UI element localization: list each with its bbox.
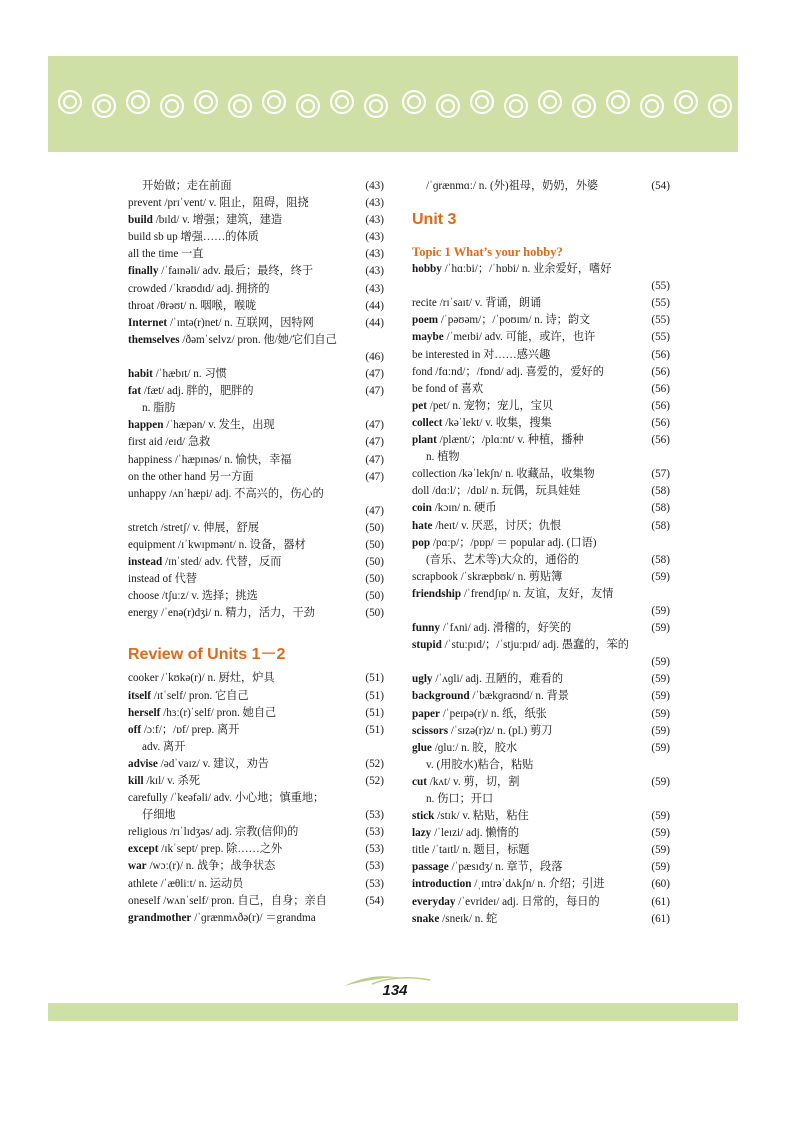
vocab-entry [412,178,670,195]
vocab-page-ref: (58) [651,502,670,515]
vocab-page-ref: (59) [651,707,670,720]
vocab-entry [128,554,384,571]
banner-circle-icon [504,94,528,118]
vocab-entry [128,486,384,520]
vocab-headword: snake [412,912,440,925]
vocab-definition: /wɔː(r)/ n. 战争；战争状态 [146,860,276,873]
vocab-entry [128,722,384,739]
vocab-entry [128,739,384,756]
banner-circle-icon [402,90,426,114]
vocab-entry [128,400,384,417]
vocab-headword: habit [128,368,153,381]
banner-circle-icon [92,94,116,118]
vocab-page-ref: (54) [651,180,670,192]
vocab-entry [128,469,384,486]
vocab-definition: /kʌt/ v. 剪，切，割 [426,775,520,788]
vocab-headword: ugly [412,673,433,686]
vocab-headword: themselves [128,333,180,346]
vocab-headword: passage [412,861,449,874]
vocab-page-ref: (59) [651,844,670,857]
vocab-definition: /ˈpeɪpə(r)/ n. 纸，纸张 [439,707,547,720]
vocab-entry [412,261,670,295]
vocab-page-ref: (43) [365,214,384,227]
vocab-page-ref: (57) [651,468,670,481]
vocab-page-ref: (53) [365,860,384,873]
vocab-entry [128,756,384,773]
vocab-page-ref: (51) [365,689,384,702]
vocab-entry [128,298,384,315]
vocab-entry [412,329,670,346]
vocab-definition: /ˈstuːpɪd/；/ˈstjuːpɪd/ adj. 愚蠢的，笨的 [441,639,629,652]
vocab-definition: /ˈɡrænmɑː/ n. (外)祖母，奶奶，外婆 [426,180,599,192]
vocab-headword: itself [128,689,151,702]
vocab-definition: /ˈevrideɪ/ adj. 日常的，每日的 [455,895,600,908]
vocab-definition: throat /θrəʊt/ n. 咽喉，喉咙 [128,299,257,312]
vocab-page-ref: (56) [651,382,670,395]
vocab-entry [412,723,670,740]
vocab-headword: happen [128,419,164,432]
vocab-entry [128,893,384,910]
vocab-entry [128,876,384,893]
vocab-headword: kill [128,775,144,787]
vocab-entry [412,466,670,483]
review-section-title: Review of Units 1－2 [128,646,286,664]
banner-circle-icon [572,94,596,118]
right-column [412,178,670,928]
vocab-headword: off [128,723,142,736]
vocab-page-ref: (47) [365,470,384,483]
vocab-definition: /ˈfrendʃɪp/ n. 友谊，友好，友情 [461,587,614,600]
vocab-definition: recite /rɪˈsaɪt/ v. 背诵，朗诵 [412,297,542,310]
vocab-page-ref: (44) [365,316,384,329]
vocab-definition: /fæt/ adj. 胖的，肥胖的 [141,385,254,398]
vocab-headword: introduction [412,878,472,891]
vocab-entry [128,705,384,722]
vocab-headword: hate [412,519,433,532]
vocab-entry [412,449,670,466]
vocab-entry [128,383,384,400]
vocab-definition: /ˈsɪzə(r)z/ n. (pl.) 剪刀 [448,724,553,737]
vocab-entry [412,825,670,842]
vocab-definition: /ˈhɑːbi/；/ˈhɒbi/ n. 业余爱好，嗜好 [441,263,612,276]
banner-circle-icon [470,90,494,114]
vocab-headword: scissors [412,724,449,737]
vocab-page-ref: (43) [365,231,384,244]
vocab-headword: except [128,843,159,856]
vocab-definition: /ˌɪntrəˈdʌkʃn/ n. 介绍；引进 [471,878,605,891]
vocab-entry [412,483,670,500]
vocab-headword: grandmother [128,911,192,924]
vocab-entry [412,364,670,381]
vocab-definition: /ɡluː/ n. 胶，胶水 [431,741,518,754]
vocab-definition: v. (用胶水)粘合，粘贴 [426,758,534,771]
banner-circles [58,86,730,116]
vocab-entry [128,452,384,469]
vocab-definition: /bɪld/ v. 增强；建筑，建造 [152,214,283,227]
vocab-definition: be interested in 对……感兴趣 [412,348,551,361]
vocab-page-ref: (58) [651,553,670,566]
vocab-entry [412,842,670,859]
vocab-definition: n. 植物 [426,451,460,464]
vocab-entry [128,790,384,807]
vocab-definition: choose /tʃuːz/ v. 选择；挑选 [128,590,258,603]
vocab-page-ref: (55) [651,314,670,327]
vocab-definition: carefully /ˈkeəfəli/ adv. 小心地；慎重地； [128,792,325,805]
topic-title: Topic 1 What’s your hobby? [412,245,563,260]
vocab-entry [412,894,670,911]
vocab-headword: pop [412,536,431,549]
vocab-definition: /ˈhæbɪt/ n. 习惯 [152,368,227,381]
vocab-page-ref: (47) [365,385,384,398]
vocab-page-ref: (56) [651,416,670,429]
vocab-page-ref: (52) [365,757,384,770]
vocab-definition: collection /kəˈlekʃn/ n. 收藏品，收集物 [412,468,595,481]
vocab-definition: crowded /ˈkraʊdɪd/ adj. 拥挤的 [128,282,270,295]
vocab-headword: stupid [412,639,442,652]
vocab-entry [128,807,384,824]
vocab-page-ref: (51) [365,706,384,719]
vocab-page-ref: (50) [365,538,384,551]
vocab-page-ref: (59) [651,656,670,669]
vocab-page-ref: (43) [365,265,384,278]
vocab-entry [128,332,384,366]
vocab-definition: /ˈfaɪnəli/ adv. 最后；最终，终于 [158,265,314,278]
vocab-page-ref: (59) [651,724,670,737]
vocab-headword: build [128,214,153,227]
vocab-headword: stick [412,810,435,823]
vocab-definition: doll /dɑːl/；/dɒl/ n. 玩偶，玩具娃娃 [412,485,581,498]
vocab-definition: /ɔːf/；/ɒf/ prep. 离开 [141,723,240,736]
vocab-entry [128,773,384,790]
vocab-definition: religious /rɪˈlɪdʒəs/ adj. 宗教(信仰)的 [128,826,299,839]
vocab-entry [412,671,670,688]
vocab-entry [412,569,670,586]
vocab-definition: adv. 离开 [142,740,186,753]
vocab-entry [412,535,670,552]
banner-circle-icon [640,94,664,118]
vocab-entry [412,415,670,432]
vocab-entry [412,688,670,705]
vocab-headword: finally [128,265,159,278]
vocab-definition: /ˈpəʊəm/；/ˈpoʊɪm/ n. 诗；韵文 [438,314,591,327]
vocab-entry [128,571,384,588]
vocab-headword: friendship [412,587,462,600]
vocab-definition: /kɔɪn/ n. 硬币 [431,502,497,515]
vocab-page-ref: (56) [651,365,670,378]
vocab-definition: /pɑːp/；/pɒp/ ＝ popular adj. (口语) [430,536,597,549]
vocab-entry [412,757,670,774]
vocab-page-ref: (43) [365,248,384,261]
vocab-entry [412,740,670,757]
vocab-definition: /ðəmˈselvz/ pron. 他/她/它们自己 [179,333,337,346]
vocab-page-ref: (56) [651,348,670,361]
vocab-definition: n. 脂肪 [142,402,176,415]
vocab-entry [128,315,384,332]
vocab-entry [128,537,384,554]
vocab-entry [128,178,384,195]
vocab-definition: athlete /ˈæθliːt/ n. 运动员 [128,877,244,890]
vocab-entry [128,910,384,927]
vocab-definition: on the other hand 另一方面 [128,470,254,483]
footer-band [48,1003,738,1021]
vocab-entry [128,281,384,298]
vocab-definition: /plænt/；/plɑːnt/ v. 种植，播种 [436,434,584,447]
vocab-definition: be fond of 喜欢 [412,382,484,395]
vocab-headword: lazy [412,827,432,840]
vocab-headword: plant [412,434,437,447]
vocab-entry [128,434,384,451]
vocab-page-ref: (43) [365,180,384,192]
vocab-page-ref: (59) [651,570,670,583]
vocab-page-ref: (59) [651,741,670,754]
vocab-page-ref: (61) [651,912,670,925]
vocab-page-ref: (51) [365,723,384,736]
banner-circle-icon [160,94,184,118]
vocab-definition: equipment /ɪˈkwɪpmənt/ n. 设备，器材 [128,538,306,551]
vocab-entry [412,859,670,876]
vocab-page-ref: (56) [651,434,670,447]
vocab-page-ref: (43) [365,282,384,295]
vocab-definition: n. 伤口；开口 [426,793,494,805]
vocab-headword: cut [412,775,427,788]
vocab-page-ref: (43) [365,197,384,210]
vocab-definition: prevent /prɪˈvent/ v. 阻止，阻碍，阻挠 [128,197,309,210]
vocab-definition: /ˈʌɡli/ adj. 丑陋的，难看的 [432,673,564,686]
vocab-page-ref: (59) [651,810,670,823]
vocab-definition: scrapbook /ˈskræpbʊk/ n. 剪贴簿 [412,570,563,583]
vocab-headword: pet [412,399,427,412]
vocab-entry [412,432,670,449]
vocab-page-ref: (53) [365,809,384,822]
vocab-page-ref: (54) [365,894,384,907]
vocab-headword: funny [412,622,440,635]
left-column [128,178,384,927]
vocab-definition: build sb up 增强……的体质 [128,231,259,244]
vocab-entry [412,347,670,364]
vocab-page-ref: (47) [365,453,384,466]
vocab-headword: advise [128,757,158,770]
vocab-page-ref: (59) [651,622,670,635]
vocab-definition: all the time 一直 [128,248,204,261]
vocab-headword: maybe [412,331,444,344]
vocab-definition: 仔细地 [142,809,176,822]
vocab-page-ref: (53) [365,877,384,890]
vocab-entry [412,808,670,825]
vocab-entry [412,518,670,535]
vocab-page-ref: (47) [365,436,384,449]
vocab-definition: /ˈfʌni/ adj. 滑稽的，好笑的 [440,622,572,635]
vocab-definition: /hɜː(r)ˈself/ pron. 她自己 [160,706,277,719]
vocab-entry [128,588,384,605]
left-entry-list [128,178,384,622]
vocab-definition: /ədˈvaɪz/ v. 建议，劝告 [157,757,269,770]
vocab-entry [128,263,384,280]
vocab-definition: /sneɪk/ n. 蛇 [439,912,498,925]
vocab-page-ref: (55) [651,331,670,344]
banner-circle-icon [262,90,286,114]
vocab-definition: /ˈpæsɪdʒ/ n. 章节，段落 [448,861,563,874]
vocab-headword: hobby [412,263,442,276]
vocab-definition: /ˈleɪzi/ adj. 懒惰的 [431,827,519,840]
vocab-headword: coin [412,502,432,515]
vocab-page-ref: (53) [365,826,384,839]
vocab-headword: poem [412,314,439,327]
banner-circle-icon [606,90,630,114]
vocab-page-ref: (60) [651,878,670,891]
vocab-entry [412,911,670,928]
banner-circle-icon [364,94,388,118]
vocab-page-ref: (50) [365,521,384,534]
vocab-page-ref: (55) [651,297,670,310]
vocab-page-ref: (55) [651,280,670,293]
vocab-definition: cooker /ˈkʊkə(r)/ n. 厨灶，炉具 [128,672,275,685]
review-entry-list [128,670,384,926]
vocab-definition: /ɪkˈsept/ prep. 除……之外 [158,843,283,856]
vocab-definition: happiness /ˈhæpɪnəs/ n. 愉快，幸福 [128,453,292,466]
vocab-definition: /pet/ n. 宠物；宠儿，宝贝 [426,399,554,412]
vocab-headword: instead [128,556,163,569]
page-number: 134 [382,982,408,999]
vocab-definition: instead of 代替 [128,573,197,586]
vocab-headword: fat [128,385,142,398]
vocab-definition: /ˈhæpən/ v. 发生，出现 [163,419,275,432]
vocab-headword: herself [128,706,161,719]
vocab-entry [128,366,384,383]
vocab-definition: /stɪk/ v. 粘贴，粘住 [434,810,529,823]
vocab-entry [128,605,384,622]
vocab-definition: /ˈbækɡraʊnd/ n. 背景 [469,690,569,703]
vocab-entry [128,858,384,875]
vocab-headword: war [128,860,147,873]
vocab-page-ref: (61) [651,895,670,908]
vocab-page-ref: (59) [651,775,670,788]
vocab-entry [128,229,384,246]
banner-circle-icon [708,94,732,118]
vocab-entry [412,312,670,329]
right-entry-list [412,261,670,928]
vocab-page-ref: (59) [651,827,670,840]
vocab-page-ref: (50) [365,556,384,569]
vocab-definition: 开始做；走在前面 [142,180,232,192]
vocab-definition: /ɪtˈself/ pron. 它自己 [151,689,249,702]
vocab-definition: /heɪt/ v. 厌恶，讨厌；仇恨 [432,519,562,532]
vocab-entry [128,688,384,705]
vocab-page-ref: (44) [365,299,384,312]
vocab-headword: everyday [412,895,456,908]
vocab-entry [412,586,670,620]
vocab-entry [128,841,384,858]
vocab-page-ref: (47) [365,419,384,432]
vocab-entry [412,295,670,312]
vocab-entry [128,670,384,687]
vocab-page-ref: (53) [365,843,384,856]
banner-circle-icon [228,94,252,118]
vocab-page-ref: (56) [651,399,670,412]
vocab-definition: unhappy /ʌnˈhæpi/ adj. 不高兴的，伤心的 [128,487,324,500]
vocab-definition: oneself /wʌnˈself/ pron. 自己，自身；亲自 [128,894,327,907]
banner-circle-icon [674,90,698,114]
vocab-entry [128,520,384,537]
vocab-definition: /ˈɪntə(r)net/ n. 互联网，因特网 [167,316,314,329]
vocab-definition: stretch /stretʃ/ v. 伸展，舒展 [128,521,260,534]
vocab-page-ref: (50) [365,573,384,586]
vocab-page-ref: (52) [365,775,384,787]
vocab-entry [128,195,384,212]
vocab-headword: collect [412,416,443,429]
vocab-page-ref: (47) [365,368,384,381]
vocab-entry [412,706,670,723]
vocab-entry [128,417,384,434]
banner-circle-icon [194,90,218,114]
vocab-definition: (音乐、艺术等)大众的，通俗的 [426,553,579,566]
vocab-headword: glue [412,741,432,754]
vocab-definition: energy /ˈenə(r)dʒi/ n. 精力，活力，干劲 [128,607,315,620]
right-top-entry-list [412,178,670,195]
banner-circle-icon [126,90,150,114]
unit-title: Unit 3 [412,211,457,229]
vocab-headword: paper [412,707,440,720]
vocab-entry [412,774,670,791]
vocab-entry [412,398,670,415]
vocab-page-ref: (47) [365,504,384,517]
banner-circle-icon [436,94,460,118]
vocab-entry [412,791,670,808]
vocab-page-ref: (58) [651,519,670,532]
vocab-definition: fond /fɑːnd/；/fɒnd/ adj. 喜爱的，爱好的 [412,365,604,378]
vocab-page-ref: (59) [651,861,670,874]
banner-circle-icon [330,90,354,114]
vocab-definition: /ˈɡrænmʌðə(r)/ ＝grandma [191,911,316,924]
vocab-entry [128,246,384,263]
vocab-headword: background [412,690,470,703]
banner-circle-icon [538,90,562,114]
vocab-page-ref: (51) [365,672,384,685]
vocab-page-ref: (50) [365,607,384,620]
vocab-page-ref: (59) [651,604,670,617]
vocab-definition: /kəˈlekt/ v. 收集，搜集 [442,416,552,429]
vocab-entry [128,212,384,229]
vocab-entry [412,876,670,893]
vocab-entry [412,637,670,671]
vocab-page-ref: (58) [651,485,670,498]
vocab-entry [412,500,670,517]
vocab-definition: /ɪnˈsted/ adv. 代替，反而 [162,556,282,569]
vocab-entry [412,381,670,398]
vocab-entry [412,620,670,637]
vocab-definition: first aid /eɪd/ 急救 [128,436,211,449]
vocab-page-ref: (50) [365,590,384,603]
vocab-headword: Internet [128,316,168,329]
vocab-page-ref: (59) [651,690,670,703]
vocab-page-ref: (59) [651,673,670,686]
banner-circle-icon [296,94,320,118]
vocab-page-ref: (46) [365,350,384,363]
vocab-definition: title /ˈtaɪtl/ n. 题目，标题 [412,844,530,857]
banner-circle-icon [58,90,82,114]
vocab-definition: /kɪl/ v. 杀死 [143,775,201,787]
vocab-entry [128,824,384,841]
vocab-definition: /ˈmeɪbi/ adv. 可能，或许，也许 [443,331,596,344]
vocab-entry [412,552,670,569]
